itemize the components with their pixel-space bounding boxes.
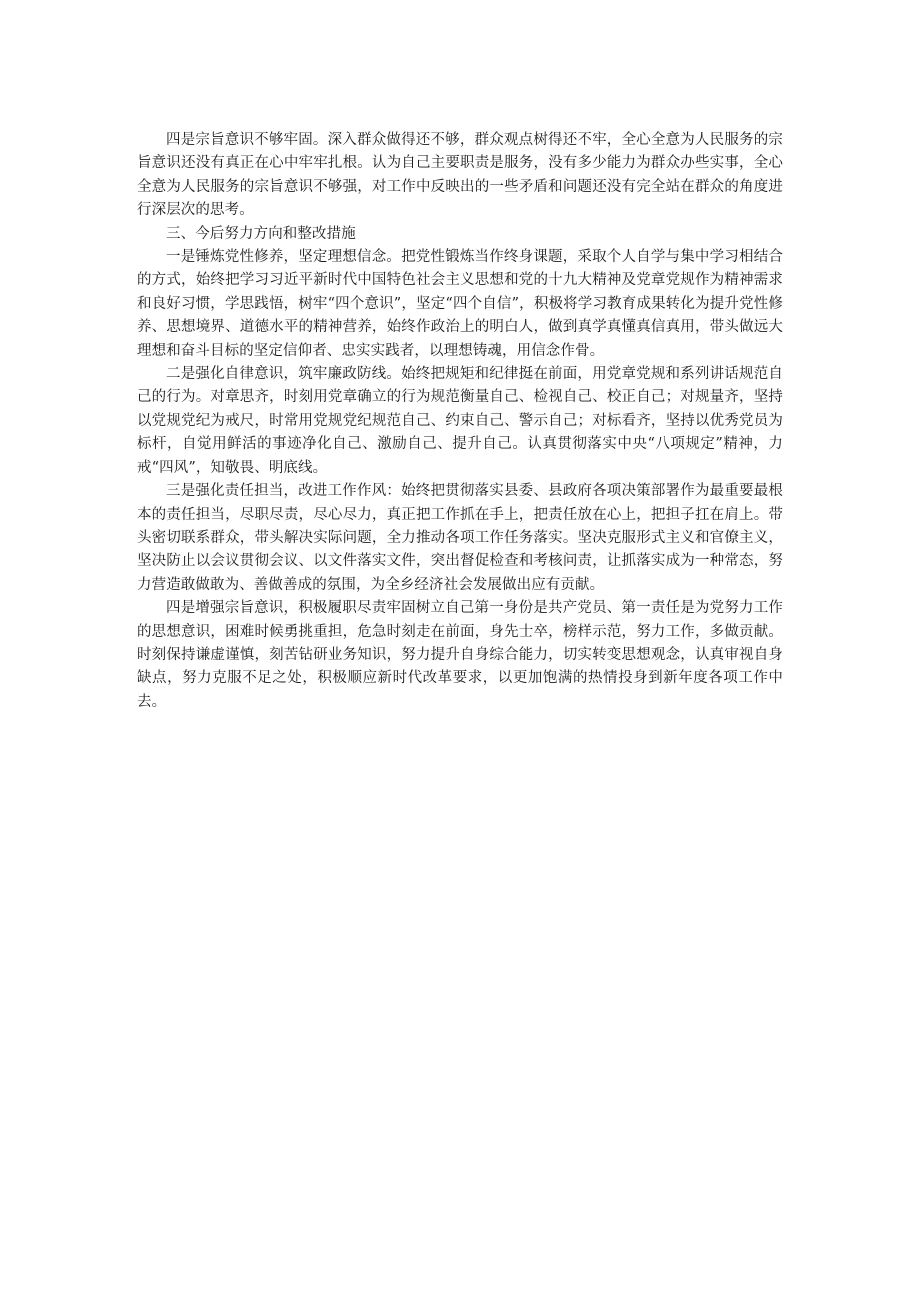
document-body	[137, 129, 783, 714]
paragraph-purpose-awareness-problem: 四是宗旨意识不够牢固。深入群众做得还不够，群众观点树得还不牢，全心全意为人民服务的宗旨意识还没有真正在心中牢牢扎根。认为自己主要职责是服务，没有多少能力为群众办些实事，全心全意为人民服务的宗旨意识不够强，对工作中反映出的一些矛盾和问题还没有完全站在群众的角度进行深层次的思考。	[137, 132, 783, 219]
paragraph-purpose-awareness-measure: 四是增强宗旨意识，积极履职尽责牢固树立自己第一身份是共产党员、第一责任是为党努力工作的思想意识，困难时候勇挑重担，危急时刻走在前面，身先士卒，榜样示范，努力工作，多做贡献。时刻保持谦虚谨慎，刻苦钻研业务知识，努力提升自身综合能力，切实转变思想观念，认真审视自身缺点，努力克服不足之处，积极顺应新时代改革要求，以更加饱满的热情投身到新年度各项工作中去。	[137, 600, 783, 710]
paragraph-party-spirit: 一是锤炼党性修养，坚定理想信念。把党性锻炼当作终身课题，采取个人自学与集中学习相结合的方式，始终把学习习近平新时代中国特色社会主义思想和党的十九大精神及党章党规作为精神需求和良好习惯，学思践悟，树牢“四个意识”，坚定“四个自信”，积极将学习教育成果转化为提升党性修养、思想境界、道德水平的精神营养，始终作政治上的明白人，做到真学真懂真信真用，带头做远大理想和奋斗目标的坚定信仰者、忠实实践者，以理想铸魂，用信念作骨。	[137, 249, 783, 359]
section-heading-rectification-measures: 三、今后努力方向和整改措施	[166, 225, 356, 242]
paragraph-self-discipline: 二是强化自律意识，筑牢廉政防线。始终把规矩和纪律挺在前面，用党章党规和系列讲话规范自己的行为。对章思齐，时刻用党章确立的行为规范衡量自己、检视自己、校正自己；对规量齐，坚持以党规党纪为戒尺，时常用党规党纪规范自己、约束自己、警示自己；对标看齐，坚持以优秀党员为标杆，自觉用鲜活的事迹净化自己、激励自己、提升自己。认真贯彻落实中央“八项规定”精神，力戒“四风”，知敬畏、明底线。	[137, 366, 783, 476]
paragraph-responsibility: 三是强化责任担当，改进工作作风：始终把贯彻落实县委、县政府各项决策部署作为最重要最根本的责任担当，尽职尽责，尽心尽力，真正把工作抓在手上，把责任放在心上，把担子扛在肩上。带头密切联系群众，带头解决实际问题，全力推动各项工作任务落实。坚决克服形式主义和官僚主义，坚决防止以会议贯彻会议、以文件落实文件，突出督促检查和考核问责，让抓落实成为一种常态，努力营造敢做敢为、善做善成的氛围，为全乡经济社会发展做出应有贡献。	[137, 483, 783, 593]
